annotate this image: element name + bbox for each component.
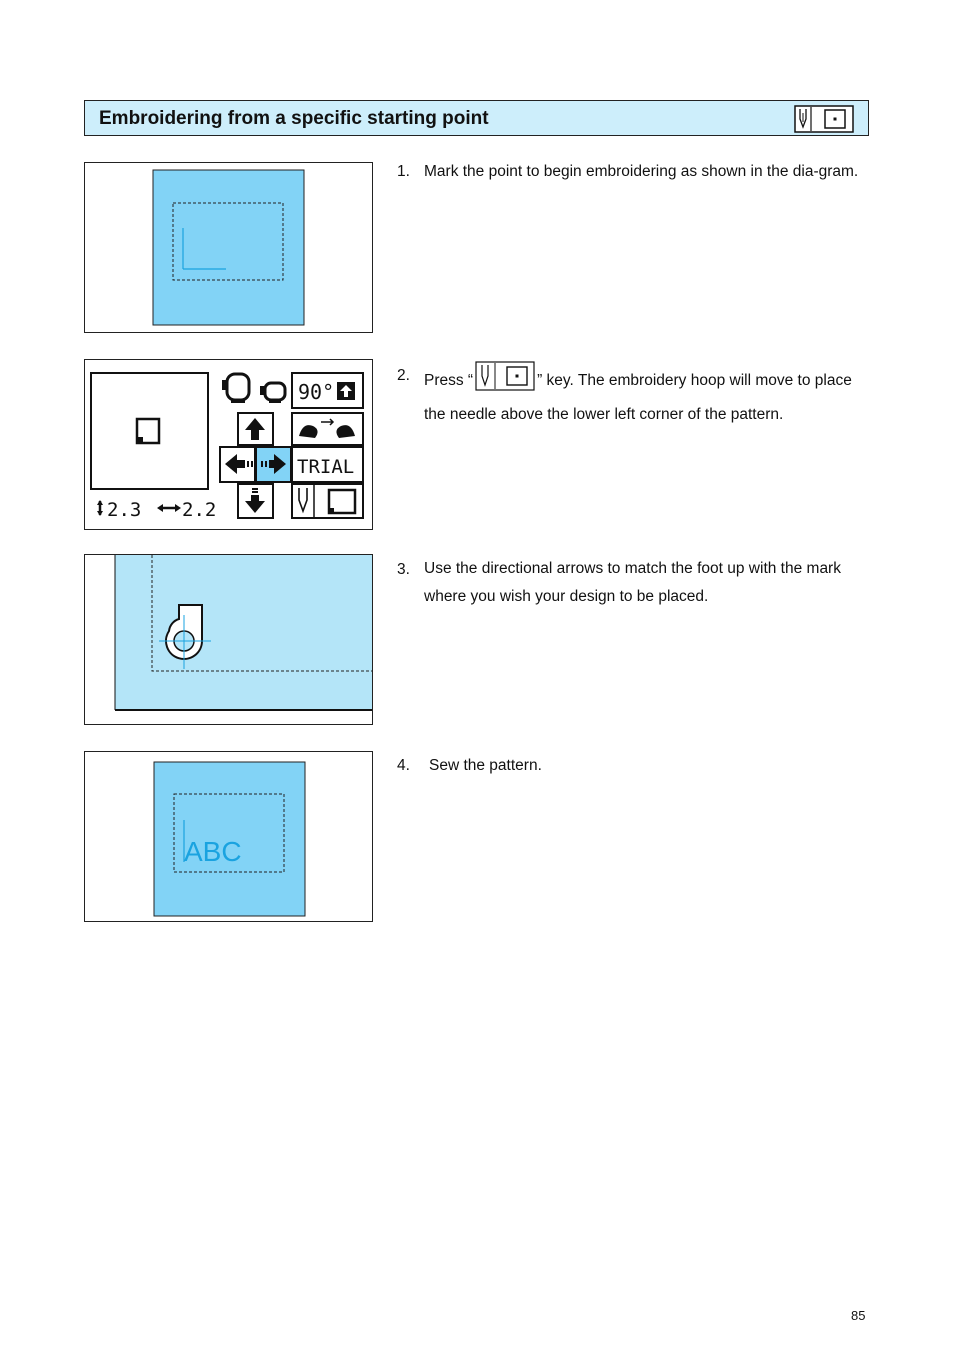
step-4-number: 4. <box>397 757 410 774</box>
step-4 <box>397 756 869 778</box>
figure-mark-start-point <box>84 162 373 333</box>
arrow-up-key[interactable] <box>238 413 273 445</box>
step-1-text: Mark the point to begin embroidering as shown in the dia-gram. <box>424 163 859 180</box>
step-2 <box>397 366 869 422</box>
horizontal-size-readout <box>157 499 216 521</box>
step-2-text <box>424 361 869 429</box>
arrow-right-key[interactable] <box>256 447 291 482</box>
arrow-down-key[interactable] <box>238 484 273 518</box>
stitched-text: ABC <box>184 836 242 867</box>
lcd-display <box>85 360 372 529</box>
vertical-readout-text: 2.3 <box>107 499 142 521</box>
figure-align-foot <box>84 554 373 725</box>
step-2-number: 2. <box>397 367 410 384</box>
figure-lcd-screen <box>84 359 373 530</box>
section-title: Embroidering from a specific starting point <box>99 108 489 129</box>
step-1-number: 1. <box>397 163 410 180</box>
step-3-number: 3. <box>397 561 410 578</box>
rotate-key-label: 90° <box>298 380 335 404</box>
step-2-text-before: Press “ <box>424 372 474 390</box>
needle-corner-key-icon <box>475 361 535 401</box>
figure-sew-pattern <box>84 751 373 922</box>
rotate-90-key[interactable] <box>292 373 363 408</box>
step-2-text-after: ” key. The embroidery hoop will move to place the needle above the lower left corner of the pattern. <box>424 372 852 423</box>
step-4-text: Sew the pattern. <box>429 757 542 774</box>
arrow-left-key[interactable] <box>220 447 255 482</box>
mirror-key[interactable] <box>292 413 363 445</box>
section-title-bar <box>84 100 869 136</box>
horizontal-readout-text: 2.2 <box>182 499 217 521</box>
needle-corner-key-icon <box>794 105 854 138</box>
vertical-size-readout <box>97 499 141 521</box>
step-3-text: Use the directional arrows to match the foot up with the mark where you wish your design to be placed. <box>424 560 841 605</box>
start-corner-key[interactable] <box>292 484 363 518</box>
step-3 <box>397 560 869 616</box>
trial-key-label: TRIAL <box>297 456 355 478</box>
step-1 <box>397 162 869 202</box>
large-hoop-icon <box>222 374 249 403</box>
trial-key[interactable] <box>292 447 363 482</box>
small-hoop-icon <box>260 383 285 403</box>
page-number: 85 <box>851 1308 866 1323</box>
